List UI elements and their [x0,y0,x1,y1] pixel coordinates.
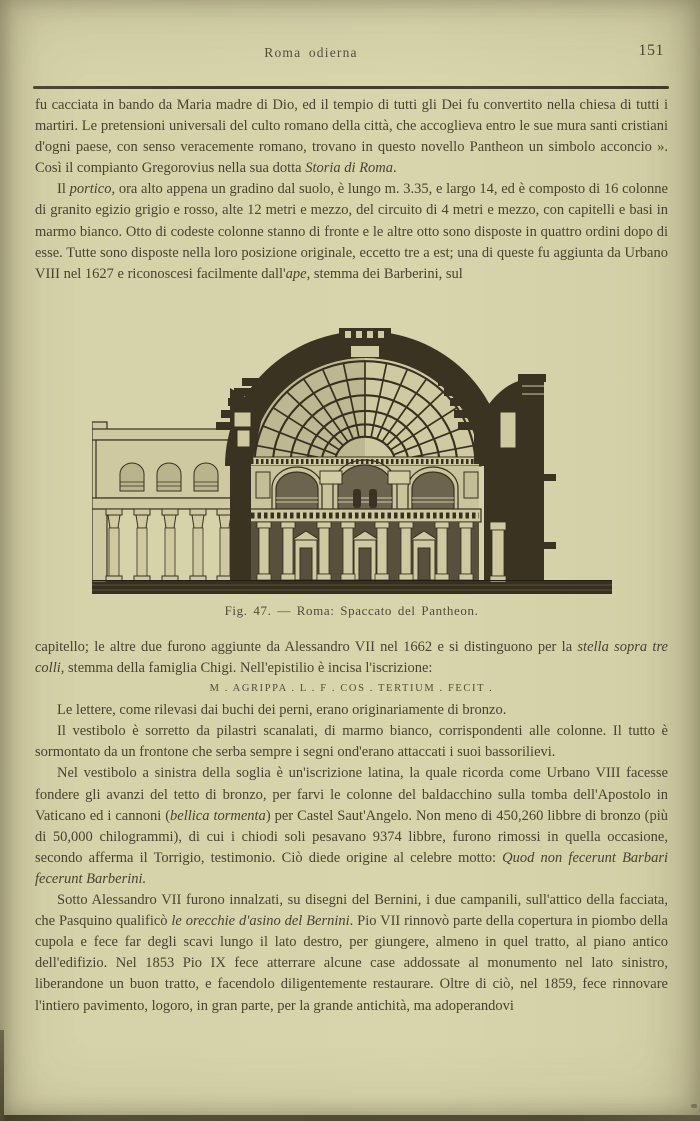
body-paragraph [35,95,668,179]
italic-text-run: Quod non fecerunt Barbari fecerunt Barberini. [35,849,668,887]
italic-text-run: portico [69,181,112,198]
figure-caption: Fig. 47. — Roma: Spaccato del Pantheon. [224,603,479,618]
text-run: . [393,160,397,177]
latin-inscription: M . AGRIPPA . L . F . COS . TERTIUM . FECIT . [209,683,494,695]
header-rule [33,86,669,89]
body-paragraph [35,890,668,1017]
text-run: , ora alto appena un gradino dal suolo, è lungo m. 3.35, e largo 14, ed è composto di 16 colonne di granito egizio grigio e rosso, alte 12 metri e mezzo, del circuito di 4 metri e mezzo, con capitelli e basi in marmo bianco. Otto di codeste colonne stanno di fronte e le altre otto sono disposte in quattro ordini dopo di esse. Tutte sono disposte nella loro posizione originale, eccetto tre a est; una di queste fu aggiunta da Urbano VIII nel 1627 e riconoscesi facilmente dall' [35,181,668,282]
text-run: ) per Castel Saut'Angelo. Non meno di 450,260 libbre di bronzo (più di 50,000 chilogrammi), di cui i chiodi soli pesavano 9374 libbre, furono rimossi in quella occasione, secondo afferma il Torrigio, testimonio. Ciò diede origine al celebre motto: [35,807,668,866]
italic-text-run: le orecchie d'asino del Bernini [171,913,350,930]
running-title: Roma odierna [264,45,358,60]
text-run: Le lettere, come rilevasi dai buchi dei perni, erano originariamente di bronzo. [57,702,507,719]
text-run: . Pio VII rinnovò parte della copertura in piombo della cupola e fece far degli scavi lungo il lato destro, per giungere, almeno in quel tratto, al piano antico dell'edifizio. Nel 1853 Pio IX fece atterrare alcune case addossate al monumento nel lato sinistro, liberandone un buon tratto, e facendolo diligentemente restaurare. Oltre di ciò, nel 1859, fece rinnovare l'intiero pavimento, logoro, in gran parte, per la grande antichità, ma adoperandovi [35,913,668,1014]
text-run: Sotto Alessandro VII furono innalzati, su disegni del Bernini, i due campanili, sull'attico della facciata, che Pasquino qualificò [35,892,668,930]
figure-pantheon-engraving [92,326,612,594]
italic-text-run: ape [285,265,307,282]
portico-columns [106,509,233,581]
text-after-figure [35,637,668,1115]
italic-text-run: bellica tormenta [170,807,266,824]
body-paragraph [35,763,668,890]
pantheon-engraving [92,326,612,594]
ground-band [92,580,612,594]
text-run: Nel vestibolo a sinistra della soglia è un'iscrizione latina, la quale ricorda come Urbano VIII facesse fondere gli avanzi del tetto di bronzo, per farvi le colonne del baldacchino sulla tomba dell'Apostolo in Vaticano ed i cannoni ( [35,765,668,824]
text-before-figure [35,95,668,328]
text-run: , stemma dei Barberini, sul [306,265,463,282]
text-run: , stemma della famiglia Chigi. Nell'epistilio è incisa l'iscrizione: [60,660,433,677]
body-paragraph [35,700,668,721]
scan-artifact-bottom-edge [0,1115,700,1121]
drum-arches [251,460,479,510]
body-paragraph [35,179,668,284]
interior-colonnade [251,522,479,580]
page-number: 151 [638,42,664,59]
italic-text-run: stella sopra tre colli [35,639,668,677]
body-paragraph [35,637,668,679]
text-run: Il vestibolo è sorretto da pilastri scanalati, di marmo bianco, corrispondenti alle colonne. Il tutto è sormontato da un frontone che serba sempre i segni ond'erano attaccati i suoi bassorilievi. [35,723,668,761]
text-run: fu cacciata in bando da Maria madre di Dio, ed il tempio di tutti gli Dei fu convertito nella chiesa di tutti i martiri. Le pretensioni universali del culto romano della città, che accoglieva entro le sue mura santi cristiani d'ogni paese, con senso veracemente romano, trovano in questo novello Pantheon un simbolo acconcio ». Così il compianto Gregorovius nella sua dotta [35,97,668,177]
italic-text-run: Storia di Roma [305,160,394,177]
scan-artifact-left-smudge [0,1030,4,1121]
scan-artifact-right-dot [691,1104,697,1108]
text-run: capitello; le altre due furono aggiunte da Alessandro VII nel 1662 e si distinguono per la [35,639,578,655]
text-run: Il [57,181,70,198]
body-paragraph [35,721,668,763]
